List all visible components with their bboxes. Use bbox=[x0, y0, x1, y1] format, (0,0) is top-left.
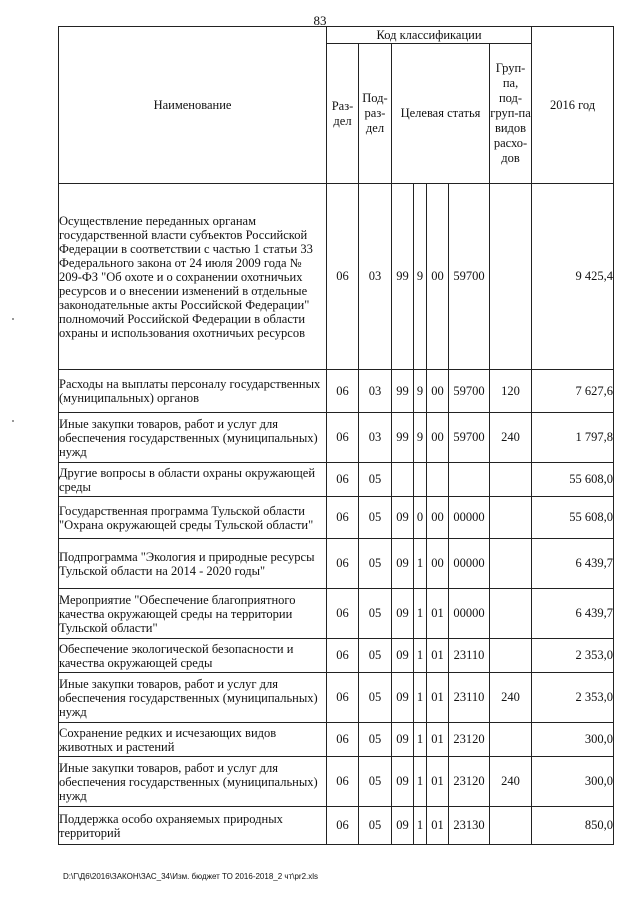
row-target-subprogram: 1 bbox=[414, 723, 427, 757]
row-target-subprogram: 9 bbox=[414, 370, 427, 413]
row-subsection: 05 bbox=[359, 497, 392, 539]
row-expense-group: 240 bbox=[490, 673, 532, 723]
row-amount: 2 353,0 bbox=[532, 639, 614, 673]
table-row bbox=[59, 639, 614, 673]
row-subsection: 05 bbox=[359, 589, 392, 639]
margin-mark bbox=[12, 420, 14, 422]
table-row bbox=[59, 184, 614, 370]
row-amount: 2 353,0 bbox=[532, 673, 614, 723]
header-classification-code: Код классификации bbox=[327, 27, 532, 44]
row-target-program: 09 bbox=[392, 807, 414, 845]
row-section: 06 bbox=[327, 673, 359, 723]
row-target-direction: 00000 bbox=[449, 539, 490, 589]
row-target-program: 99 bbox=[392, 370, 414, 413]
row-expense-group bbox=[490, 589, 532, 639]
row-name: Государственная программа Тульской области "Охрана окружающей среды Тульской области" bbox=[59, 497, 327, 539]
row-target-event: 01 bbox=[427, 589, 449, 639]
row-target-subprogram: 1 bbox=[414, 807, 427, 845]
row-subsection: 03 bbox=[359, 413, 392, 463]
row-target-direction: 00000 bbox=[449, 589, 490, 639]
table-row bbox=[59, 463, 614, 497]
table-row bbox=[59, 723, 614, 757]
row-expense-group bbox=[490, 184, 532, 370]
row-target-subprogram: 1 bbox=[414, 639, 427, 673]
row-target-direction: 23130 bbox=[449, 807, 490, 845]
row-target-direction: 59700 bbox=[449, 184, 490, 370]
row-expense-group: 240 bbox=[490, 413, 532, 463]
row-section: 06 bbox=[327, 370, 359, 413]
row-target-program: 99 bbox=[392, 184, 414, 370]
row-amount: 850,0 bbox=[532, 807, 614, 845]
row-amount: 300,0 bbox=[532, 723, 614, 757]
margin-mark bbox=[12, 318, 14, 320]
header-section: Раз-дел bbox=[327, 44, 359, 184]
row-name: Мероприятие "Обеспечение благоприятного качества окружающей среды на территории Тульской области" bbox=[59, 589, 327, 639]
row-target-direction: 00000 bbox=[449, 497, 490, 539]
row-target-subprogram: 0 bbox=[414, 497, 427, 539]
row-section: 06 bbox=[327, 757, 359, 807]
row-amount: 7 627,6 bbox=[532, 370, 614, 413]
row-amount: 6 439,7 bbox=[532, 539, 614, 589]
row-subsection: 05 bbox=[359, 723, 392, 757]
header-subsection: Под-раз-дел bbox=[359, 44, 392, 184]
row-name: Сохранение редких и исчезающих видов животных и растений bbox=[59, 723, 327, 757]
row-expense-group bbox=[490, 723, 532, 757]
row-expense-group bbox=[490, 539, 532, 589]
row-target-event: 01 bbox=[427, 807, 449, 845]
header-target-article: Целевая статья bbox=[392, 44, 490, 184]
table-row bbox=[59, 413, 614, 463]
row-target-event: 01 bbox=[427, 757, 449, 807]
row-amount: 55 608,0 bbox=[532, 497, 614, 539]
row-target-program: 09 bbox=[392, 497, 414, 539]
row-target-event bbox=[427, 463, 449, 497]
row-amount: 55 608,0 bbox=[532, 463, 614, 497]
table-row bbox=[59, 370, 614, 413]
row-section: 06 bbox=[327, 639, 359, 673]
row-subsection: 05 bbox=[359, 757, 392, 807]
budget-table bbox=[58, 26, 614, 845]
row-target-subprogram: 9 bbox=[414, 184, 427, 370]
row-target-program: 99 bbox=[392, 413, 414, 463]
row-target-direction bbox=[449, 463, 490, 497]
row-subsection: 05 bbox=[359, 807, 392, 845]
row-target-direction: 23110 bbox=[449, 673, 490, 723]
row-target-program: 09 bbox=[392, 757, 414, 807]
row-target-event: 00 bbox=[427, 413, 449, 463]
row-section: 06 bbox=[327, 589, 359, 639]
row-target-event: 01 bbox=[427, 639, 449, 673]
row-target-direction: 23120 bbox=[449, 723, 490, 757]
page-number: 83 bbox=[313, 13, 327, 28]
table-row bbox=[59, 673, 614, 723]
row-section: 06 bbox=[327, 463, 359, 497]
row-target-subprogram: 1 bbox=[414, 757, 427, 807]
row-name: Иные закупки товаров, работ и услуг для обеспечения государственных (муниципальных) нужд bbox=[59, 673, 327, 723]
row-target-program: 09 bbox=[392, 539, 414, 589]
row-target-subprogram: 9 bbox=[414, 413, 427, 463]
row-name: Расходы на выплаты персоналу государственных (муниципальных) органов bbox=[59, 370, 327, 413]
row-section: 06 bbox=[327, 723, 359, 757]
row-section: 06 bbox=[327, 413, 359, 463]
row-subsection: 03 bbox=[359, 370, 392, 413]
row-amount: 9 425,4 bbox=[532, 184, 614, 370]
row-target-subprogram: 1 bbox=[414, 589, 427, 639]
row-name: Иные закупки товаров, работ и услуг для обеспечения государственных (муниципальных) нужд bbox=[59, 757, 327, 807]
header-expense-group: Груп-па, под-груп-па видов расхо-дов bbox=[490, 44, 532, 184]
row-target-subprogram bbox=[414, 463, 427, 497]
row-target-event: 01 bbox=[427, 673, 449, 723]
row-section: 06 bbox=[327, 184, 359, 370]
row-target-program bbox=[392, 463, 414, 497]
row-section: 06 bbox=[327, 807, 359, 845]
table-row bbox=[59, 497, 614, 539]
table-body bbox=[59, 184, 614, 845]
row-subsection: 05 bbox=[359, 463, 392, 497]
row-subsection: 03 bbox=[359, 184, 392, 370]
row-expense-group: 240 bbox=[490, 757, 532, 807]
table-row bbox=[59, 757, 614, 807]
row-target-program: 09 bbox=[392, 673, 414, 723]
row-name: Подпрограмма "Экология и природные ресурсы Тульской области на 2014 - 2020 годы" bbox=[59, 539, 327, 589]
row-expense-group: 120 bbox=[490, 370, 532, 413]
table-row bbox=[59, 539, 614, 589]
row-name: Обеспечение экологической безопасности и качества окружающей среды bbox=[59, 639, 327, 673]
row-target-direction: 59700 bbox=[449, 370, 490, 413]
row-target-event: 00 bbox=[427, 497, 449, 539]
row-amount: 300,0 bbox=[532, 757, 614, 807]
header-year: 2016 год bbox=[532, 27, 614, 184]
row-target-direction: 59700 bbox=[449, 413, 490, 463]
row-amount: 6 439,7 bbox=[532, 589, 614, 639]
row-name: Иные закупки товаров, работ и услуг для обеспечения государственных (муниципальных) нужд bbox=[59, 413, 327, 463]
row-target-program: 09 bbox=[392, 589, 414, 639]
row-section: 06 bbox=[327, 539, 359, 589]
row-name: Другие вопросы в области охраны окружающей среды bbox=[59, 463, 327, 497]
row-expense-group bbox=[490, 463, 532, 497]
row-target-subprogram: 1 bbox=[414, 673, 427, 723]
row-subsection: 05 bbox=[359, 673, 392, 723]
row-section: 06 bbox=[327, 497, 359, 539]
row-expense-group bbox=[490, 807, 532, 845]
row-amount: 1 797,8 bbox=[532, 413, 614, 463]
row-target-direction: 23110 bbox=[449, 639, 490, 673]
row-target-subprogram: 1 bbox=[414, 539, 427, 589]
row-expense-group bbox=[490, 639, 532, 673]
row-target-event: 01 bbox=[427, 723, 449, 757]
table-row bbox=[59, 807, 614, 845]
header-name: Наименование bbox=[59, 27, 327, 184]
row-target-direction: 23120 bbox=[449, 757, 490, 807]
row-target-program: 09 bbox=[392, 639, 414, 673]
row-target-event: 00 bbox=[427, 539, 449, 589]
row-expense-group bbox=[490, 497, 532, 539]
row-name: Осуществление переданных органам государственной власти субъектов Российской Федерации в соответствии с частью 1 статьи 33 Федерального закона от 24 июля 2009 года № 209-ФЗ "Об охоте и о сохранении охотничьих ресурсов и о внесении изменений в отдельные законодательные акты Российской Федерации" полномочий Российской Федерации в области охраны и использования охотничьих ресурсов bbox=[59, 184, 327, 370]
row-subsection: 05 bbox=[359, 639, 392, 673]
row-target-program: 09 bbox=[392, 723, 414, 757]
row-target-event: 00 bbox=[427, 370, 449, 413]
row-name: Поддержка особо охраняемых природных территорий bbox=[59, 807, 327, 845]
row-target-event: 00 bbox=[427, 184, 449, 370]
file-path-footer: D:\Г\Д6\2016\ЗАКОН\ЗАС_34\Изм. бюджет ТО 2016-2018_2 чт\pr2.xls bbox=[63, 872, 319, 881]
row-subsection: 05 bbox=[359, 539, 392, 589]
table-row bbox=[59, 589, 614, 639]
